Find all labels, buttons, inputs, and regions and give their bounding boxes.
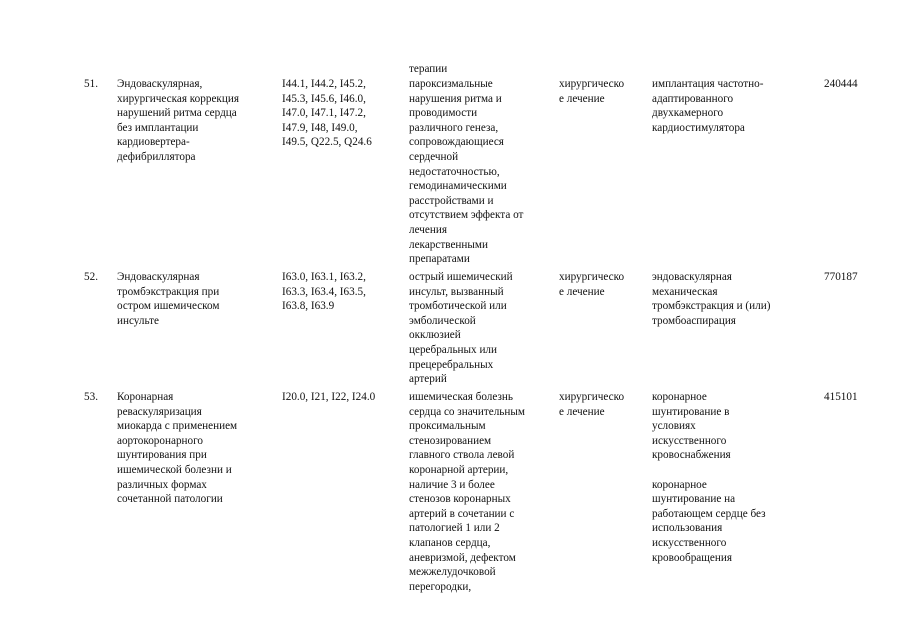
row-number: 51. — [84, 78, 98, 90]
treatment-method: эндоваскулярная механическая тромбэкстракция и (или) тромбоаспирация — [652, 271, 771, 327]
treatment-type: хирургическо е лечение — [559, 391, 625, 418]
patient-model: острый ишемический инсульт, вызванный тромботической или эмболической окклюзией церебральных или прецеребральных артерий — [409, 271, 513, 386]
row-number: 52. — [84, 271, 98, 283]
procedure-name: Эндоваскулярная, хирургическая коррекция нарушений ритма сердца без имплантации кардиовертера- дефибриллятора — [117, 78, 239, 163]
patient-model: пароксизмальные нарушения ритма и проводимости различного генеза, сопровождающиеся сердечной недостаточностью, гемодинамическими расстройствами и отсутствием эффекта от лечения лекарственными препаратами — [409, 78, 524, 266]
cost-value: 770187 — [824, 271, 858, 283]
icd-codes: I63.0, I63.1, I63.2, I63.3, I63.4, I63.5, I63.8, I63.9 — [282, 271, 366, 313]
icd-codes: I20.0, I21, I22, I24.0 — [282, 391, 376, 403]
treatment-method: коронарное шунтирование в условиях искусственного кровоснабжения коронарное шунтирование на работающем сердце без использования искусственного кровообращения — [652, 391, 766, 564]
treatment-type: хирургическо е лечение — [559, 78, 625, 105]
procedure-name: Коронарная реваскуляризация миокарда с применением аортокоронарного шунтирования при ишемической болезни и различных формах сочетанной патологии — [117, 391, 238, 506]
cost-value: 415101 — [824, 391, 858, 403]
patient-model: ишемическая болезнь сердца со значительным проксимальным стенозированием главного ствола левой коронарной артерии, наличие 3 и более стенозов коронарных артерий в сочетании с патологией 1 или 2 клапанов сердца, аневризмой, дефектом межжелудочковой перегородки, — [409, 391, 525, 593]
procedure-name: Эндоваскулярная тромбэкстракция при остром ишемическом инсульте — [117, 271, 220, 327]
row-number: 53. — [84, 391, 98, 403]
cost-value: 240444 — [824, 78, 858, 90]
treatment-method: имплантация частотно- адаптированного двухкамерного кардиостимулятора — [652, 78, 764, 134]
treatment-type: хирургическо е лечение — [559, 271, 625, 298]
icd-codes: I44.1, I44.2, I45.2, I45.3, I45.6, I46.0, I47.0, I47.1, I47.2, I47.9, I48, I49.0, I49.5, Q22.5, Q24.6 — [282, 78, 372, 149]
model-continuation: терапии — [409, 63, 448, 75]
